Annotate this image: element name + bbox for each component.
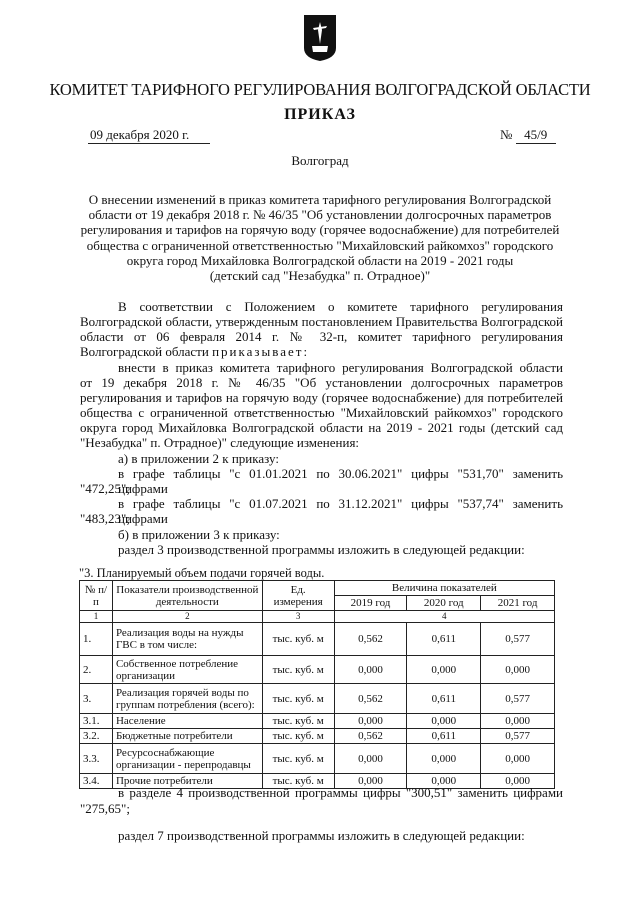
- row-value: 0,000: [407, 656, 481, 684]
- water-supply-table: [79, 580, 555, 789]
- header-indicator: Показатели производственной деятельности: [112, 581, 262, 611]
- section7-line: раздел 7 производственной программы изложить в следующей редакции:: [118, 828, 525, 843]
- row-name: Бюджетные потребители: [112, 729, 262, 744]
- row-unit: тыс. куб. м: [262, 714, 334, 729]
- row-number: 1.: [80, 623, 113, 656]
- row-name: Прочие потребители: [112, 774, 262, 789]
- row-number: 3.1.: [80, 714, 113, 729]
- header-year: 2021 год: [481, 596, 555, 611]
- item-b1: раздел 3 производственной программы изложить в следующей редакции:: [118, 542, 525, 557]
- colon: :: [303, 344, 308, 359]
- coat-of-arms-emblem: [303, 14, 337, 62]
- header-unit: Ед. измерения: [262, 581, 334, 611]
- row-value: 0,000: [481, 744, 555, 774]
- number-prefix: №: [500, 127, 513, 142]
- row-value: 0,562: [334, 729, 407, 744]
- item-b: б) в приложении 3 к приказу:: [118, 527, 280, 542]
- table-row: [80, 656, 555, 684]
- subject-line: О внесении изменений в приказ комитета тарифного регулирования Волгоградской: [88, 192, 552, 207]
- header-value: Величина показателей: [334, 581, 554, 596]
- decree-line: округа город Михайловка Волгоградской области на 2019 - 2021 годы (детский сад: [80, 420, 563, 435]
- table-row: [80, 623, 555, 656]
- committee-name: КОМИТЕТ ТАРИФНОГО РЕГУЛИРОВАНИЯ ВОЛГОГРАДСКОЙ ОБЛАСТИ: [49, 80, 591, 99]
- row-value: 0,000: [334, 714, 407, 729]
- subject-line: округа город Михайловка Волгоградской области на 2019 - 2021 годы: [126, 252, 514, 268]
- preamble-text: Волгоградской области: [80, 344, 209, 359]
- decree-line: регулирования и тарифов на горячую воду (горячее водоснабжение) для потребителей: [80, 390, 563, 405]
- row-name: Население: [112, 714, 262, 729]
- preamble-line: В соответствии с Положением о комитете тарифного регулирования: [118, 299, 563, 314]
- row-value: 0,000: [407, 744, 481, 774]
- row-value: 0,611: [407, 623, 481, 656]
- row-unit: тыс. куб. м: [262, 729, 334, 744]
- order-subject: [80, 192, 560, 283]
- row-unit: тыс. куб. м: [262, 623, 334, 656]
- order-number: [500, 127, 556, 144]
- decree-line: "Незабудка" п. Отрадное)" следующие изменения:: [80, 435, 360, 450]
- column-number: 4: [334, 611, 554, 623]
- item-a2-line: "483,23";: [80, 511, 130, 526]
- order-date: 09 декабря 2020 г.: [88, 127, 210, 144]
- header-year: 2020 год: [407, 596, 481, 611]
- row-unit: тыс. куб. м: [262, 774, 334, 789]
- row-value: 0,000: [481, 656, 555, 684]
- row-number: 3.4.: [80, 774, 113, 789]
- row-unit: тыс. куб. м: [262, 744, 334, 774]
- row-unit: тыс. куб. м: [262, 656, 334, 684]
- row-value: 0,577: [481, 623, 555, 656]
- row-number: 3.2.: [80, 729, 113, 744]
- subject-line: (детский сад "Незабудка" п. Отрадное)": [209, 268, 431, 284]
- decree-line: общества с ограниченной ответственностью "Михайловский райкомхоз" городского: [80, 405, 563, 420]
- row-number: 3.: [80, 684, 113, 714]
- column-number: 2: [112, 611, 262, 623]
- table-row: [80, 729, 555, 744]
- row-unit: тыс. куб. м: [262, 684, 334, 714]
- decree-word: приказывает: [212, 344, 304, 359]
- table-caption: "3. Планируемый объем подачи горячей воды.: [79, 566, 325, 580]
- column-number: 3: [262, 611, 334, 623]
- item-a1-line: "472,25";: [80, 481, 130, 496]
- preamble-line: [80, 344, 307, 359]
- row-name: Реализация горячей воды по группам потребления (всего):: [112, 684, 262, 714]
- table-row: [80, 744, 555, 774]
- decree-line: внести в приказ комитета тарифного регулирования Волгоградской области: [118, 360, 563, 375]
- table-row: [80, 714, 555, 729]
- preamble-line: Волгоградской области, утвержденным постановлением Правительства Волгоградской: [80, 314, 563, 329]
- row-name: Собственное потребление организации: [112, 656, 262, 684]
- row-value: 0,000: [334, 744, 407, 774]
- number-value: 45/9: [516, 127, 556, 144]
- subject-line: области от 19 декабря 2018 г. № 46/35 "Об установлении долгосрочных параметров: [88, 207, 552, 223]
- row-value: 0,000: [334, 774, 407, 789]
- row-value: 0,000: [407, 714, 481, 729]
- row-value: 0,562: [334, 684, 407, 714]
- row-value: 0,562: [334, 623, 407, 656]
- item-a2-line: в графе таблицы "с 01.07.2021 по 31.12.2021" цифры "537,74" заменить цифрами: [118, 496, 563, 527]
- decree-line: от 19 декабря 2018 г. № 46/35 "Об установлении долгосрочных параметров: [80, 375, 563, 390]
- row-name: Реализация воды на нужды ГВС в том числе:: [112, 623, 262, 656]
- row-name: Ресурсоснабжающие организации - перепродавцы: [112, 744, 262, 774]
- row-value: 0,000: [334, 656, 407, 684]
- row-value: 0,611: [407, 684, 481, 714]
- section4-line: в разделе 4 производственной программы цифры "300,51" заменить цифрами: [118, 785, 563, 800]
- row-value: 0,577: [481, 729, 555, 744]
- row-number: 2.: [80, 656, 113, 684]
- order-title: ПРИКАЗ: [284, 106, 356, 123]
- column-number: 1: [80, 611, 113, 623]
- row-value: 0,611: [407, 729, 481, 744]
- subject-line: общества с ограниченной ответственностью "Михайловский райкомхоз" городского: [86, 237, 554, 253]
- row-number: 3.3.: [80, 744, 113, 774]
- preamble-line: области от 06 февраля 2014 г. № 32-п, комитет тарифного регулирования: [80, 329, 563, 344]
- row-value: 0,000: [481, 714, 555, 729]
- table-row: [80, 684, 555, 714]
- city: Волгоград: [291, 153, 349, 168]
- header-year: 2019 год: [334, 596, 407, 611]
- row-value: 0,000: [407, 774, 481, 789]
- item-a: а) в приложении 2 к приказу:: [118, 451, 279, 466]
- row-value: 0,000: [481, 774, 555, 789]
- header-number: № п/п: [80, 581, 113, 611]
- section4-line: "275,65";: [80, 801, 130, 816]
- row-value: 0,577: [481, 684, 555, 714]
- item-a1-line: в графе таблицы "с 01.01.2021 по 30.06.2021" цифры "531,70" заменить цифрами: [118, 466, 563, 497]
- subject-line: регулирования и тарифов на горячую воду (горячее водоснабжение) для потребителей: [80, 222, 560, 238]
